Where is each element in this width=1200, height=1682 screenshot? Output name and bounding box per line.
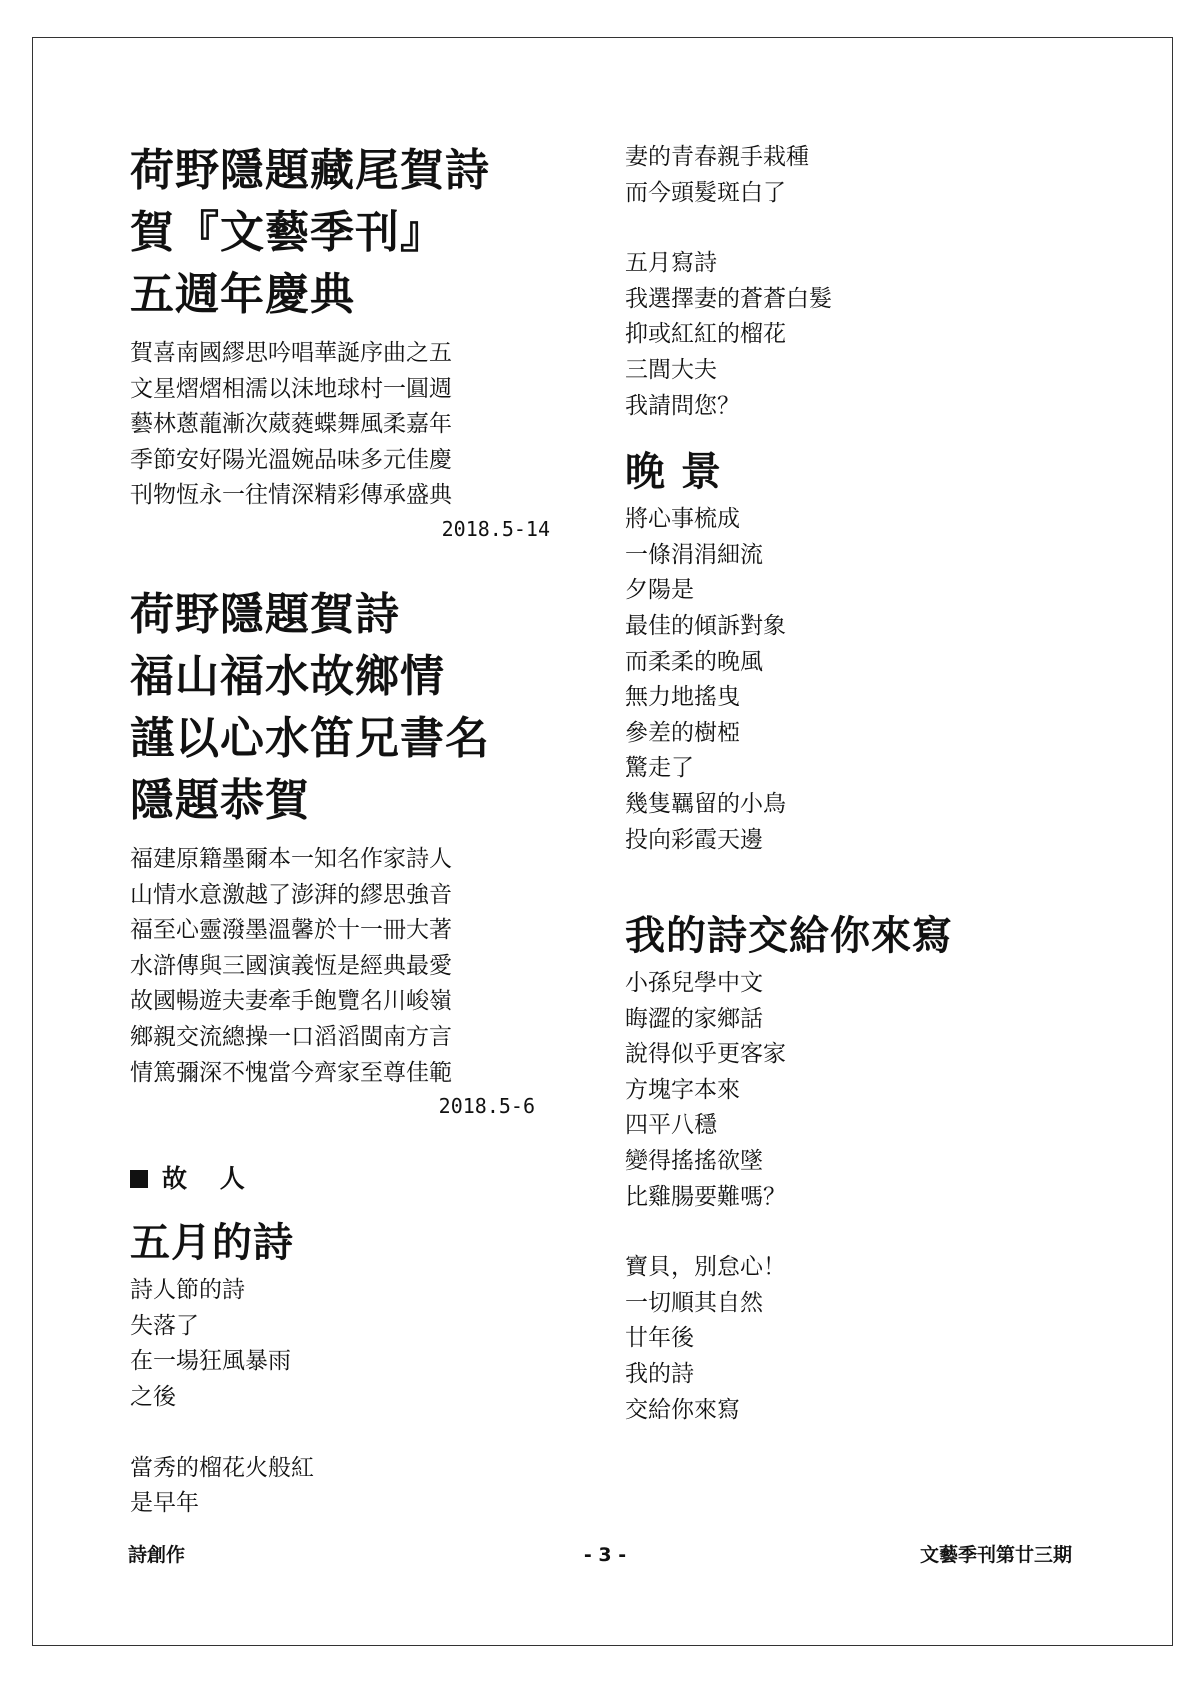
poem1-title-line: 賀『文藝季刊』 [130, 207, 445, 258]
poem3-line: 三閭大夫 [625, 356, 717, 383]
poem5-line: 晦澀的家鄉話 [625, 1005, 763, 1032]
poem3-title-text: 五月的詩 [130, 1219, 294, 1267]
poem3-line: 之後 [130, 1383, 176, 1410]
poem5-line: 四平八穩 [625, 1112, 717, 1139]
poem2-line: 情篤彌深不愧當今齊家至尊佳範 [130, 1059, 452, 1086]
poem2-title [130, 584, 590, 832]
poem2-title-line: 隱題恭賀 [130, 774, 310, 826]
section-heading [130, 1159, 590, 1199]
poem2-line: 水滸傳與三國演義恆是經典最愛 [130, 952, 452, 979]
poem3-stanza-4 [625, 246, 1085, 424]
poem5-stanza-1 [625, 966, 1085, 1215]
poem5-line: 比雞腸要難嗎？ [625, 1183, 786, 1210]
poem5-line: 寶貝，別怠心！ [625, 1254, 786, 1281]
poem2-date: 2018.5-6 [438, 1094, 535, 1119]
poem5-line: 變得搖搖欲墜 [625, 1148, 763, 1175]
poem2-body [130, 842, 590, 1091]
poem3-line: 我選擇妻的蒼蒼白髮 [625, 285, 832, 312]
right-column [625, 140, 1085, 1428]
poem3-line: 失落了 [130, 1312, 199, 1339]
poem2-line: 福建原籍墨爾本一知名作家詩人 [130, 845, 452, 872]
poem5-line: 方塊字本來 [625, 1076, 740, 1103]
poem3-line: 而今頭髮斑白了 [625, 179, 786, 206]
poem3-line: 是早年 [130, 1490, 199, 1517]
poem4-line: 驚走了 [625, 755, 694, 782]
poem1-body [130, 336, 590, 514]
poem5-line: 廿年後 [625, 1325, 694, 1352]
poem4-title [625, 442, 1085, 502]
poem4-line: 而柔柔的晚風 [625, 648, 763, 675]
poem5-title [625, 906, 1085, 966]
poem4-line: 最佳的傾訴對象 [625, 612, 786, 639]
poem1-line: 賀喜南國繆思吟唱華誕序曲之五 [130, 340, 452, 366]
poem1-title-line: 五週年慶典 [130, 269, 355, 320]
poem5-line: 我的詩 [625, 1361, 694, 1388]
page-number: - 3 - [583, 1544, 627, 1566]
poem5-title-text: 我的詩交給你來寫 [625, 912, 953, 960]
stanza-gap [625, 211, 1085, 246]
stanza-gap [130, 1416, 590, 1451]
poem4-line: 投向彩霞天邊 [625, 826, 763, 853]
poem3-title [130, 1213, 590, 1273]
poem5-line: 說得似乎更客家 [625, 1041, 786, 1068]
poem5-stanza-2 [625, 1250, 1085, 1428]
poem1-title [130, 140, 590, 326]
poem4-line: 參差的樹椏 [625, 719, 740, 746]
poem2-line: 福至心靈潑墨溫馨於十一冊大著 [130, 917, 452, 944]
poem4-body [625, 502, 1085, 858]
poem3-stanza-2 [130, 1451, 590, 1522]
poem3-line: 抑或紅紅的榴花 [625, 321, 786, 348]
poem4-line: 幾隻羈留的小鳥 [625, 790, 786, 817]
poem3-stanza-3 [625, 140, 1085, 211]
poem3-line: 妻的青春親手栽種 [625, 144, 809, 170]
poem4-title-text: 晚 景 [625, 448, 722, 496]
poem4-line: 無力地搖曳 [625, 684, 740, 711]
poem4-line: 夕陽是 [625, 577, 694, 604]
poem5-line: 交給你來寫 [625, 1396, 740, 1423]
poem1-line: 刊物恆永一往情深精彩傳承盛典 [130, 482, 452, 509]
poem2-line: 故國暢遊夫妻牽手飽覽名川峻嶺 [130, 988, 452, 1015]
footer-section-name: 詩創作 [128, 1544, 186, 1566]
poem2-title-line: 荷野隱題賀詩 [130, 588, 400, 640]
poem3-stanza-1 [130, 1273, 590, 1415]
stanza-gap [625, 1215, 1085, 1250]
poem1-date: 2018.5-14 [441, 516, 550, 541]
poem1-line: 文星熠熠相濡以沫地球村一圓週 [130, 375, 452, 402]
poem3-line: 在一場狂風暴雨 [130, 1348, 291, 1375]
footer-issue-name: 文藝季刊第廿三期 [920, 1544, 1073, 1566]
section-heading-label: 故 人 [162, 1164, 257, 1194]
poem4-line: 將心事梳成 [625, 506, 740, 533]
poem5-line: 小孫兒學中文 [625, 970, 763, 997]
poem2-line: 山情水意激越了澎湃的繆思強音 [130, 881, 452, 908]
poem2-line: 鄉親交流總操一口滔滔閩南方言 [130, 1023, 452, 1050]
poem2-title-line: 福山福水故鄉情 [130, 650, 445, 702]
poem1-line: 藝林蔥蘢漸次葳蕤蝶舞風柔嘉年 [130, 411, 452, 438]
poem3-line: 當秀的榴花火般紅 [130, 1454, 314, 1481]
poem3-line: 我請問您？ [625, 392, 740, 419]
black-square-icon [130, 1170, 148, 1188]
left-column [130, 140, 590, 1522]
poem5-line: 一切順其自然 [625, 1289, 763, 1316]
poem2-title-line: 謹以心水笛兄書名 [130, 712, 490, 764]
poem1-title-line: 荷野隱題藏尾賀詩 [130, 145, 490, 196]
poem4-line: 一條涓涓細流 [625, 541, 763, 568]
poem1-line: 季節安好陽光溫婉品味多元佳慶 [130, 446, 452, 473]
poem3-line: 五月寫詩 [625, 250, 717, 277]
poem3-line: 詩人節的詩 [130, 1277, 245, 1304]
